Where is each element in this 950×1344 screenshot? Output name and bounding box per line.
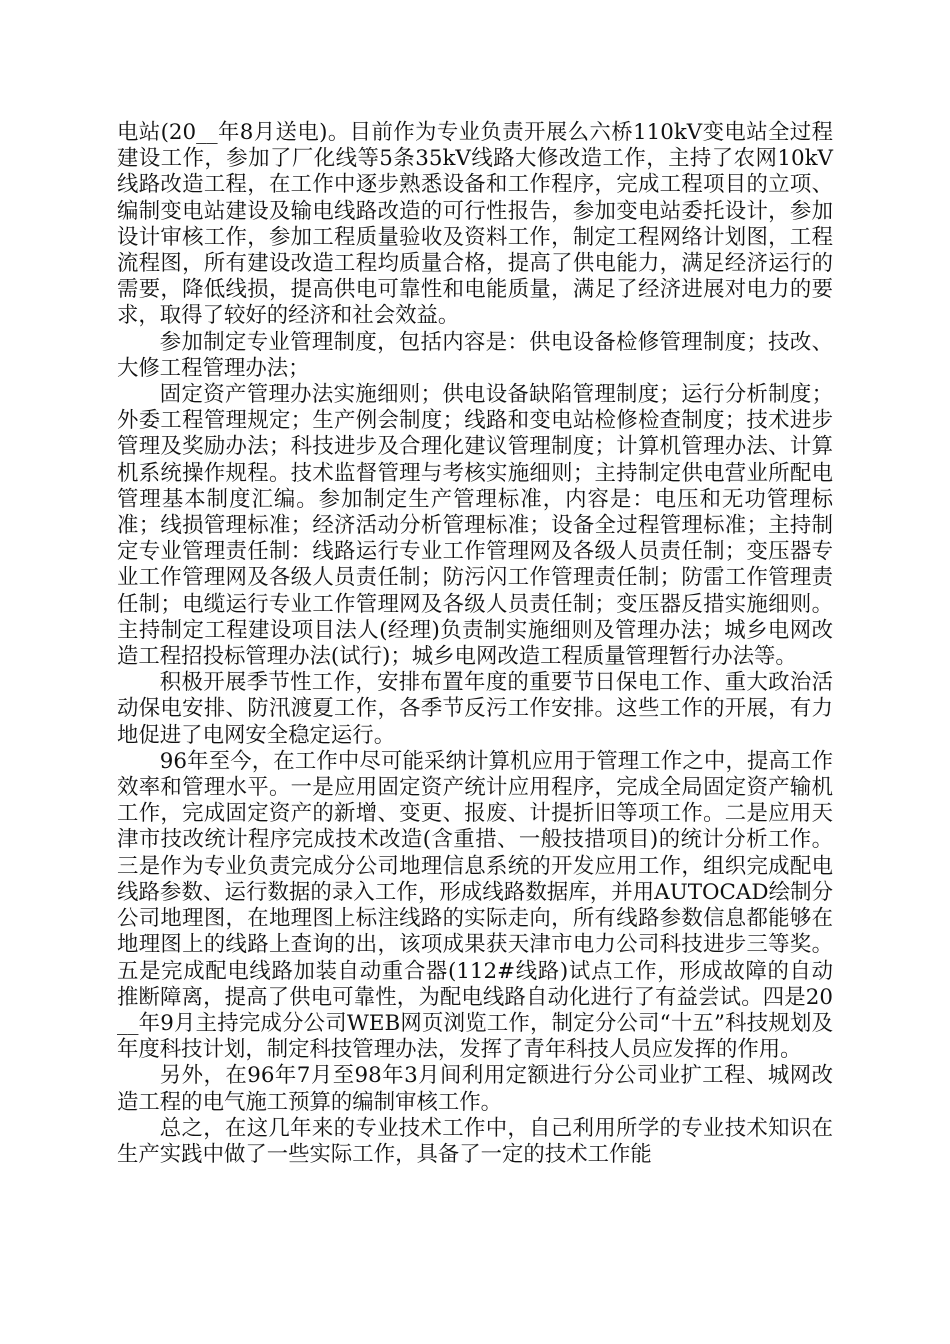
paragraph-seasonal-work: 积极开展季节性工作，安排布置年度的重要节日保电工作、重大政治活动保电安排、防汛渡夏工作，各季节反污工作安排。这些工作的开展，有力地促进了电网安全稳定运行。 — [117, 670, 833, 748]
paragraph-management-rules: 参加制定专业管理制度，包括内容是：供电设备检修管理制度；技改、大修工程管理办法； — [117, 329, 833, 381]
paragraph-management-standards: 固定资产管理办法实施细则；供电设备缺陷管理制度；运行分析制度；外委工程管理规定；生产例会制度；线路和变电站检修检查制度；技术进步管理及奖励办法；科技进步及合理化建议管理制度；计算机管理办法、计算机系统操作规程。技术监督管理与考核实施细则；主持制定供电营业所配电管理基本制度汇编。参加制定生产管理标准，内容是：电压和无功管理标准；线损管理标准；经济活动分析管理标准；设备全过程管理标准；主持制定专业管理责任制：线路运行专业工作管理网及各级人员责任制；变压器专业工作管理网及各级人员责任制；防污闪工作管理责任制；防雷工作管理责任制；电缆运行专业工作管理网及各级人员责任制；变压器反措实施细则。主持制定工程建设项目法人(经理)负责制实施细则及管理办法；城乡电网改造工程招投标管理办法(试行)；城乡电网改造工程质量管理暂行办法等。 — [117, 382, 833, 670]
paragraph-substation-construction: 电站(20__年8月送电)。目前作为专业负责开展么六桥110kV变电站全过程建设工作，参加了厂化线等5条35kV线路大修改造工作，主持了农网10kV线路改造工程，在工作中逐步熟悉设备和工作程序，完成工程项目的立项、编制变电站建设及输电线路改造的可行性报告，参加变电站委托设计，参加设计审核工作，参加工程质量验收及资料工作，制定工程网络计划图，工程流程图，所有建设改造工程均质量合格，提高了供电能力，满足经济运行的需要，降低线损，提高供电可靠性和电能质量，满足了经济进展对电力的要求，取得了较好的经济和社会效益。 — [117, 120, 833, 329]
paragraph-computer-application: 96年至今，在工作中尽可能采纳计算机应用于管理工作之中，提高工作效率和管理水平。一是应用固定资产统计应用程序，完成全局固定资产输机工作，完成固定资产的新增、变更、报废、计提折旧等项工作。二是应用天津市技改统计程序完成技术改造(含重措、一般技措项目)的统计分析工作。三是作为专业负责完成分公司地理信息系统的开发应用工作，组织完成配电线路参数、运行数据的录入工作，形成线路数据库，并用AUTOCAD绘制分公司地理图，在地理图上标注线路的实际走向，所有线路参数信息都能够在地理图上的线路上查询的出，该项成果获天津市电力公司科技进步三等奖。五是完成配电线路加装自动重合器(112#线路)试点工作，形成故障的自动推断障离，提高了供电可靠性，为配电线路自动化进行了有益尝试。四是20__年9月主持完成分公司WEB网页浏览工作，制定分公司“十五”科技规划及年度科技计划，制定科技管理办法，发挥了青年科技人员应发挥的作用。 — [117, 748, 833, 1063]
document-page — [117, 120, 833, 1168]
paragraph-budget-work: 另外，在96年7月至98年3月间利用定额进行分公司业扩工程、城网改造工程的电气施工预算的编制审核工作。 — [117, 1063, 833, 1115]
paragraph-summary: 总之，在这几年来的专业技术工作中，自己利用所学的专业技术知识在生产实践中做了一些实际工作，具备了一定的技术工作能 — [117, 1115, 833, 1167]
